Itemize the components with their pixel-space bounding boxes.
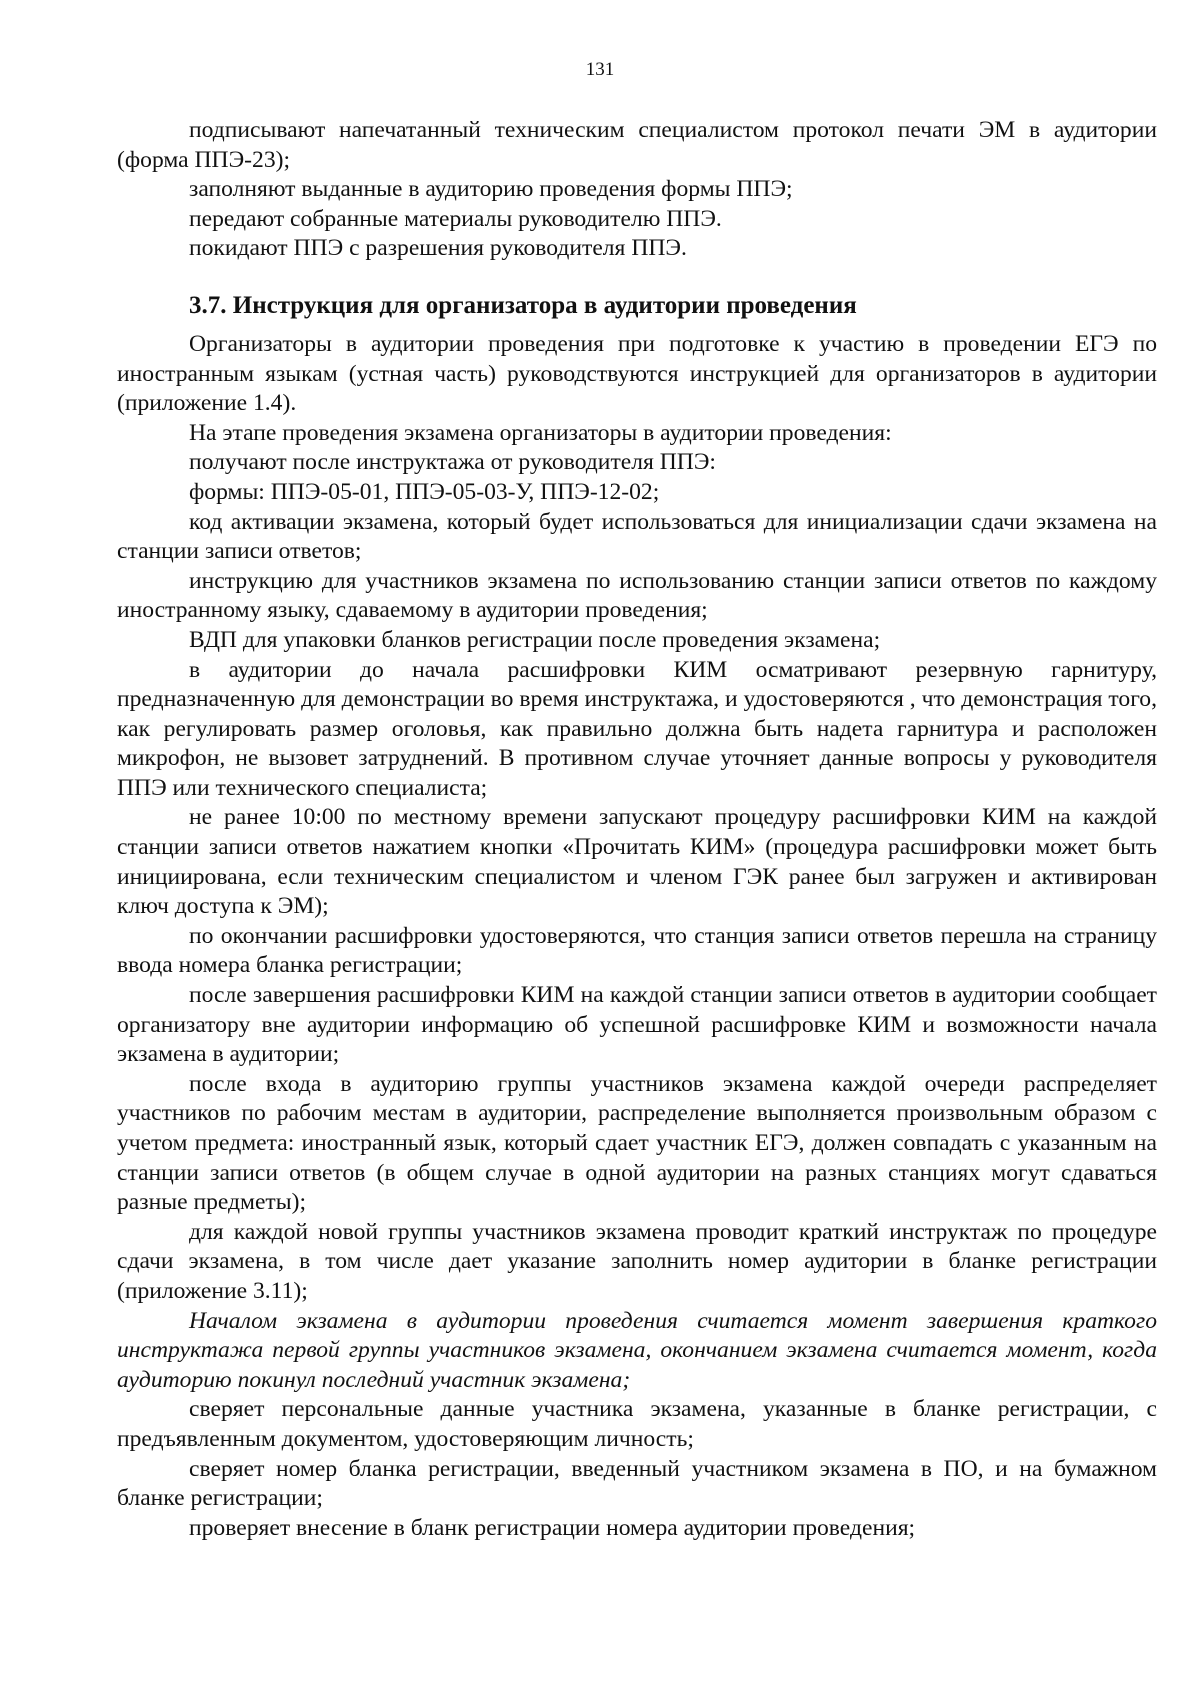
document-body <box>117 116 1157 1543</box>
page-number: 131 <box>585 59 615 80</box>
section-paragraph-11: после завершения расшифровки КИМ на каждой станции записи ответов в аудитории сообщает организатору вне аудитории информацию об успешной расшифровке КИМ и возможности начала экзамена в аудитории; <box>117 982 1157 1068</box>
section-paragraph-6: инструкцию для участников экзамена по использованию станции записи ответов по каждому иностранному языку, сдаваемому в аудитории проведения; <box>117 567 1157 624</box>
section-paragraph-14: Началом экзамена в аудитории проведения считается момент завершения краткого инструктажа первой группы участников экзамена, окончанием экзамена считается момент, когда аудиторию покинул последний участник экзамена; <box>117 1307 1157 1393</box>
section-paragraph-2: На этапе проведения экзамена организаторы в аудитории проведения: <box>189 419 892 446</box>
section-paragraph-1: Организаторы в аудитории проведения при подготовке к участию в проведении ЕГЭ по иностранным языкам (устная часть) руководствуются инструкцией для организаторов в аудитории (приложение 1.4). <box>117 330 1157 417</box>
intro-paragraph-3: передают собранные материалы руководителю ППЭ. <box>189 205 722 232</box>
section-paragraph-5: код активации экзамена, который будет использоваться для инициализации сдачи экзамена на станции записи ответов; <box>117 508 1157 565</box>
section-paragraph-15: сверяет персональные данные участника экзамена, указанные в бланке регистрации, с предъявленным документом, удостоверяющим личность; <box>117 1396 1157 1452</box>
section-paragraph-12: после входа в аудиторию группы участников экзамена каждой очереди распределяет участников по рабочим местам в аудитории, распределение выполняется произвольным образом с учетом предмета: иностранный язык, который сдает участник ЕГЭ, должен совпадать с указанным на станции записи ответов (в общем случае в одной аудитории на разных станциях могут сдаваться разные предметы); <box>117 1070 1157 1216</box>
intro-paragraph-4: покидают ППЭ с разрешения руководителя ППЭ. <box>189 235 687 262</box>
section-paragraph-10: по окончании расшифровки удостоверяются, что станция записи ответов перешла на страницу ввода номера бланка регистрации; <box>117 922 1157 979</box>
section-paragraph-13: для каждой новой группы участников экзамена проводит краткий инструктаж по процедуре сдачи экзамена, в том числе дает указание заполнить номер аудитории в бланке регистрации (приложение 3.11); <box>117 1218 1157 1304</box>
intro-paragraph-1: подписывают напечатанный техническим специалистом протокол печати ЭМ в аудитории (форма ППЭ-23); <box>117 117 1157 173</box>
section-paragraph-3: получают после инструктажа от руководителя ППЭ: <box>189 449 716 476</box>
section-paragraph-4: формы: ППЭ-05-01, ППЭ-05-03-У, ППЭ-12-02; <box>189 478 660 505</box>
intro-paragraph-2: заполняют выданные в аудиторию проведения формы ППЭ; <box>189 176 793 203</box>
section-paragraph-7: ВДП для упаковки бланков регистрации после проведения экзамена; <box>189 626 881 653</box>
section-heading: 3.7. Инструкция для организатора в аудитории проведения <box>189 291 857 319</box>
section-paragraph-16: сверяет номер бланка регистрации, введенный участником экзамена в ПО, и на бумажном бланке регистрации; <box>117 1455 1157 1512</box>
section-paragraph-17: проверяет внесение в бланк регистрации номера аудитории проведения; <box>189 1514 916 1541</box>
section-paragraph-9: не ранее 10:00 по местному времени запускают процедуру расшифровки КИМ на каждой станции записи ответов нажатием кнопки «Прочитать КИМ» (процедура расшифровки может быть инициирована, если техническим специалистом и членом ГЭК ранее был загружен и активирован ключ доступа к ЭМ); <box>117 804 1157 920</box>
section-paragraph-8: в аудитории до начала расшифровки КИМ осматривают резервную гарнитуру, предназначенную для демонстрации во время инструктажа, и удостоверяются , что демонстрация того, как регулировать размер оголовья, как правильно должна быть надета гарнитура и расположен микрофон, не вызовет затруднений. В противном случае уточняет данные вопросы у руководителя ППЭ или технического специалиста; <box>117 656 1157 801</box>
